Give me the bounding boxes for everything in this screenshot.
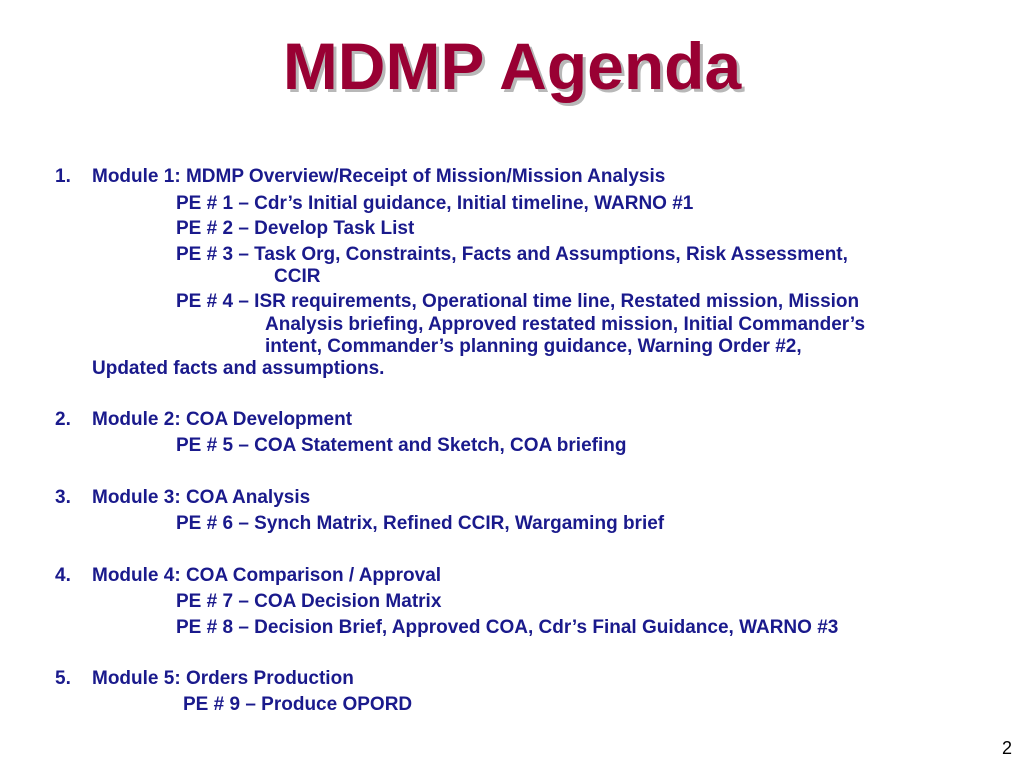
module-4-title: Module 4: COA Comparison / Approval	[92, 565, 442, 586]
slide-title: MDMP Agenda	[282, 29, 742, 103]
pe-1-item: PE # 1 – Cdr’s Initial guidance, Initial timeline, WARNO #1	[176, 193, 694, 214]
module-2-number: 2.	[55, 409, 71, 430]
module-5-title: Module 5: Orders Production	[92, 668, 354, 689]
module-1-title: Module 1: MDMP Overview/Receipt of Mission/Mission Analysis	[92, 166, 666, 187]
page-number: 2	[1001, 738, 1012, 758]
pe-6-item: PE # 6 – Synch Matrix, Refined CCIR, Wargaming brief	[176, 513, 665, 534]
module-1-number: 1.	[55, 166, 71, 187]
module-4-number: 4.	[55, 565, 71, 586]
module-3-number: 3.	[55, 487, 71, 508]
pe-2-item: PE # 2 – Develop Task List	[176, 218, 415, 239]
pe-3-item-line-2: CCIR	[274, 266, 321, 287]
pe-5-item: PE # 5 – COA Statement and Sketch, COA briefing	[176, 435, 627, 456]
pe-7-item: PE # 7 – COA Decision Matrix	[176, 591, 442, 612]
module-2-title: Module 2: COA Development	[92, 409, 353, 430]
pe-3-item-line-1: PE # 3 – Task Org, Constraints, Facts and Assumptions, Risk Assessment,	[176, 244, 848, 265]
pe-4-item-line-2: Analysis briefing, Approved restated mission, Initial Commander’s	[265, 314, 866, 335]
pe-4-item-line-4: Updated facts and assumptions.	[92, 358, 385, 379]
pe-4-item-line-3: intent, Commander’s planning guidance, Warning Order #2,	[265, 336, 802, 357]
module-3-title: Module 3: COA Analysis	[92, 487, 311, 508]
module-5-number: 5.	[55, 668, 71, 689]
pe-8-item: PE # 8 – Decision Brief, Approved COA, Cdr’s Final Guidance, WARNO #3	[176, 617, 839, 638]
pe-4-item-line-1: PE # 4 – ISR requirements, Operational time line, Restated mission, Mission	[176, 291, 860, 312]
pe-9-item: PE # 9 – Produce OPORD	[183, 694, 413, 715]
